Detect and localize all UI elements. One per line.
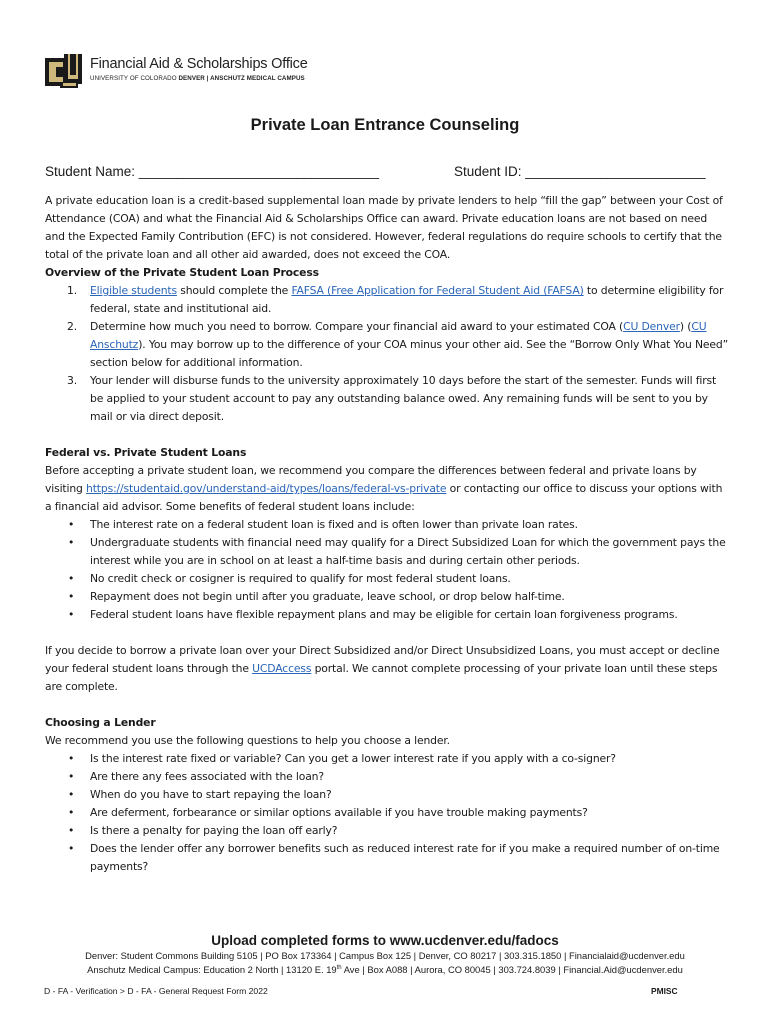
bullet-icon: • [68,770,75,783]
student-name-field[interactable]: Student Name: ________________________________ [45,164,380,179]
overview-heading: Overview of the Private Student Loan Process [45,266,319,279]
address-text: Anschutz Medical Campus: Education 2 North | 13120 E. 19 [87,964,337,976]
anschutz-address [0,962,770,976]
office-name: Financial Aid & Scholarships Office [90,56,308,72]
list-text: Are deferment, forbearance or similar options available if you have trouble making payments? [90,806,588,819]
list-text: Are there any fees associated with the loan? [90,770,324,783]
university-name [90,75,308,82]
list-item [45,282,730,318]
list-text: ) ( [679,320,692,333]
list-text: When do you have to start repaying the loan? [90,788,332,801]
overview-list [45,282,730,426]
federal-paragraph [45,462,730,516]
intro-paragraph: A private education loan is a credit-based supplemental loan made by private lenders to help “fill the gap” between your Cost of Attendance (COA) and what the Financial Aid & Scholarships Office can award. Private education loans are not based on need and the Expected Family Contribution (EFC) is not considered. However, federal regulations do require schools to certify that the total of the private loan and all other aid awarded, does not exceed the COA. [45,194,723,261]
address-superscript: th [336,965,342,971]
list-text: Is the interest rate fixed or variable? Can you get a lower interest rate if you apply with a co-signer? [90,752,616,765]
document-body [45,192,730,876]
form-code: PMISC [651,986,678,996]
studentaid-link[interactable]: https://studentaid.gov/understand-aid/types/loans/federal-vs-private [86,482,447,495]
paragraph-text: portal. We cannot complete processing of your private loan until these steps are complete. [45,662,718,693]
fafsa-link[interactable]: FAFSA (Free Application for Federal Student Aid (FAFSA) [291,284,584,297]
list-item [45,516,730,534]
page-title: Private Loan Entrance Counseling [250,116,520,134]
lender-intro: We recommend you use the following questions to help you choose a lender. [45,734,450,747]
list-item [45,570,730,588]
list-text: Is there a penalty for paying the loan off early? [90,824,338,837]
list-item [45,606,730,624]
bullet-icon: • [68,572,75,585]
paragraph-text: If you decide to borrow a private loan over your Direct Subsidized and/or Direct Unsubsidized Loans, you must accept or decline your federal student loans through the [45,644,720,675]
federal-heading: Federal vs. Private Student Loans [45,446,247,459]
list-number: 3. [67,374,78,387]
upload-instructions: Upload completed forms to www.ucdenver.edu/fadocs [211,933,559,948]
list-text: Your lender will disburse funds to the university approximately 10 days before the start of the semester. Funds will first be applied to your student account to pay any outstanding balance owed. Any remaining funds will be sent to you by mail or via direct deposit. [90,374,717,423]
list-text: No credit check or cosigner is required to qualify for most federal student loans. [90,572,511,585]
bullet-icon: • [68,590,75,603]
list-item [45,822,730,840]
list-item [45,318,730,372]
bullet-icon: • [68,536,75,549]
ucdaccess-link[interactable]: UCDAccess [252,662,312,675]
list-text: Federal student loans have flexible repayment plans and may be eligible for certain loan forgiveness programs. [90,608,678,621]
decide-paragraph [45,642,730,696]
bullet-icon: • [68,752,75,765]
office-logo [44,52,308,92]
list-item [45,750,730,768]
bullet-icon: • [68,806,75,819]
list-text: Does the lender offer any borrower benefits such as reduced interest rate for if you make a required number of on-time payments? [90,842,720,873]
cu-anschutz-link[interactable]: CU Anschutz [90,320,707,351]
list-text: ). You may borrow up to the difference of your COA minus your other aid. See the “Borrow Only What You Need” section below for additional information. [90,338,729,369]
footer [0,932,770,976]
list-item [45,768,730,786]
student-id-field[interactable]: Student ID: ________________________ [454,164,706,179]
bullet-icon: • [68,842,75,855]
cu-logo-icon [44,52,84,92]
eligible-students-link[interactable]: Eligible students [90,284,177,297]
bullet-icon: • [68,788,75,801]
university-line: UNIVERSITY OF COLORADO [90,75,179,82]
lender-heading: Choosing a Lender [45,716,156,729]
list-number: 2. [67,320,78,333]
bullet-icon: • [68,518,75,531]
lender-questions-list [45,750,730,876]
federal-benefits-list [45,516,730,624]
bullet-icon: • [68,608,75,621]
list-item [45,588,730,606]
list-item [45,840,730,876]
list-text: to determine eligibility for federal, state and institutional aid. [90,284,724,315]
paragraph-text: or contacting our office to discuss your options with a financial aid advisor. Some benefits of federal student loans include: [45,482,723,513]
list-item [45,534,730,570]
denver-address: Denver: Student Commons Building 5105 | PO Box 173364 | Campus Box 125 | Denver, CO 80217 | 303.315.1850 | Financialaid@ucdenver.edu [85,950,685,961]
form-path: D - FA - Verification > D - FA - General Request Form 2022 [44,986,268,996]
list-text: should complete the [176,284,292,297]
list-text: Determine how much you need to borrow. Compare your financial aid award to your estimated COA ( [90,320,624,333]
list-item [45,786,730,804]
paragraph-text: Before accepting a private student loan, we recommend you compare the differences between federal and private loans by visiting [45,464,697,495]
cu-denver-link[interactable]: CU Denver [623,320,680,333]
list-item [45,804,730,822]
list-number: 1. [67,284,78,297]
address-text: Ave | Box A088 | Aurora, CO 80045 | 303.724.8039 | Financial.Aid@ucdenver.edu [341,964,683,976]
list-item [45,372,730,426]
campus-line: DENVER | ANSCHUTZ MEDICAL CAMPUS [178,75,305,82]
list-text: Undergraduate students with financial need may qualify for a Direct Subsidized Loan for which the government pays the interest while you are in school on at least a half-time basis and during certain other periods. [90,536,726,567]
list-text: Repayment does not begin until after you graduate, leave school, or drop below half-time. [90,590,565,603]
bullet-icon: • [68,824,75,837]
list-text: The interest rate on a federal student loan is fixed and is often lower than private loan rates. [90,518,578,531]
